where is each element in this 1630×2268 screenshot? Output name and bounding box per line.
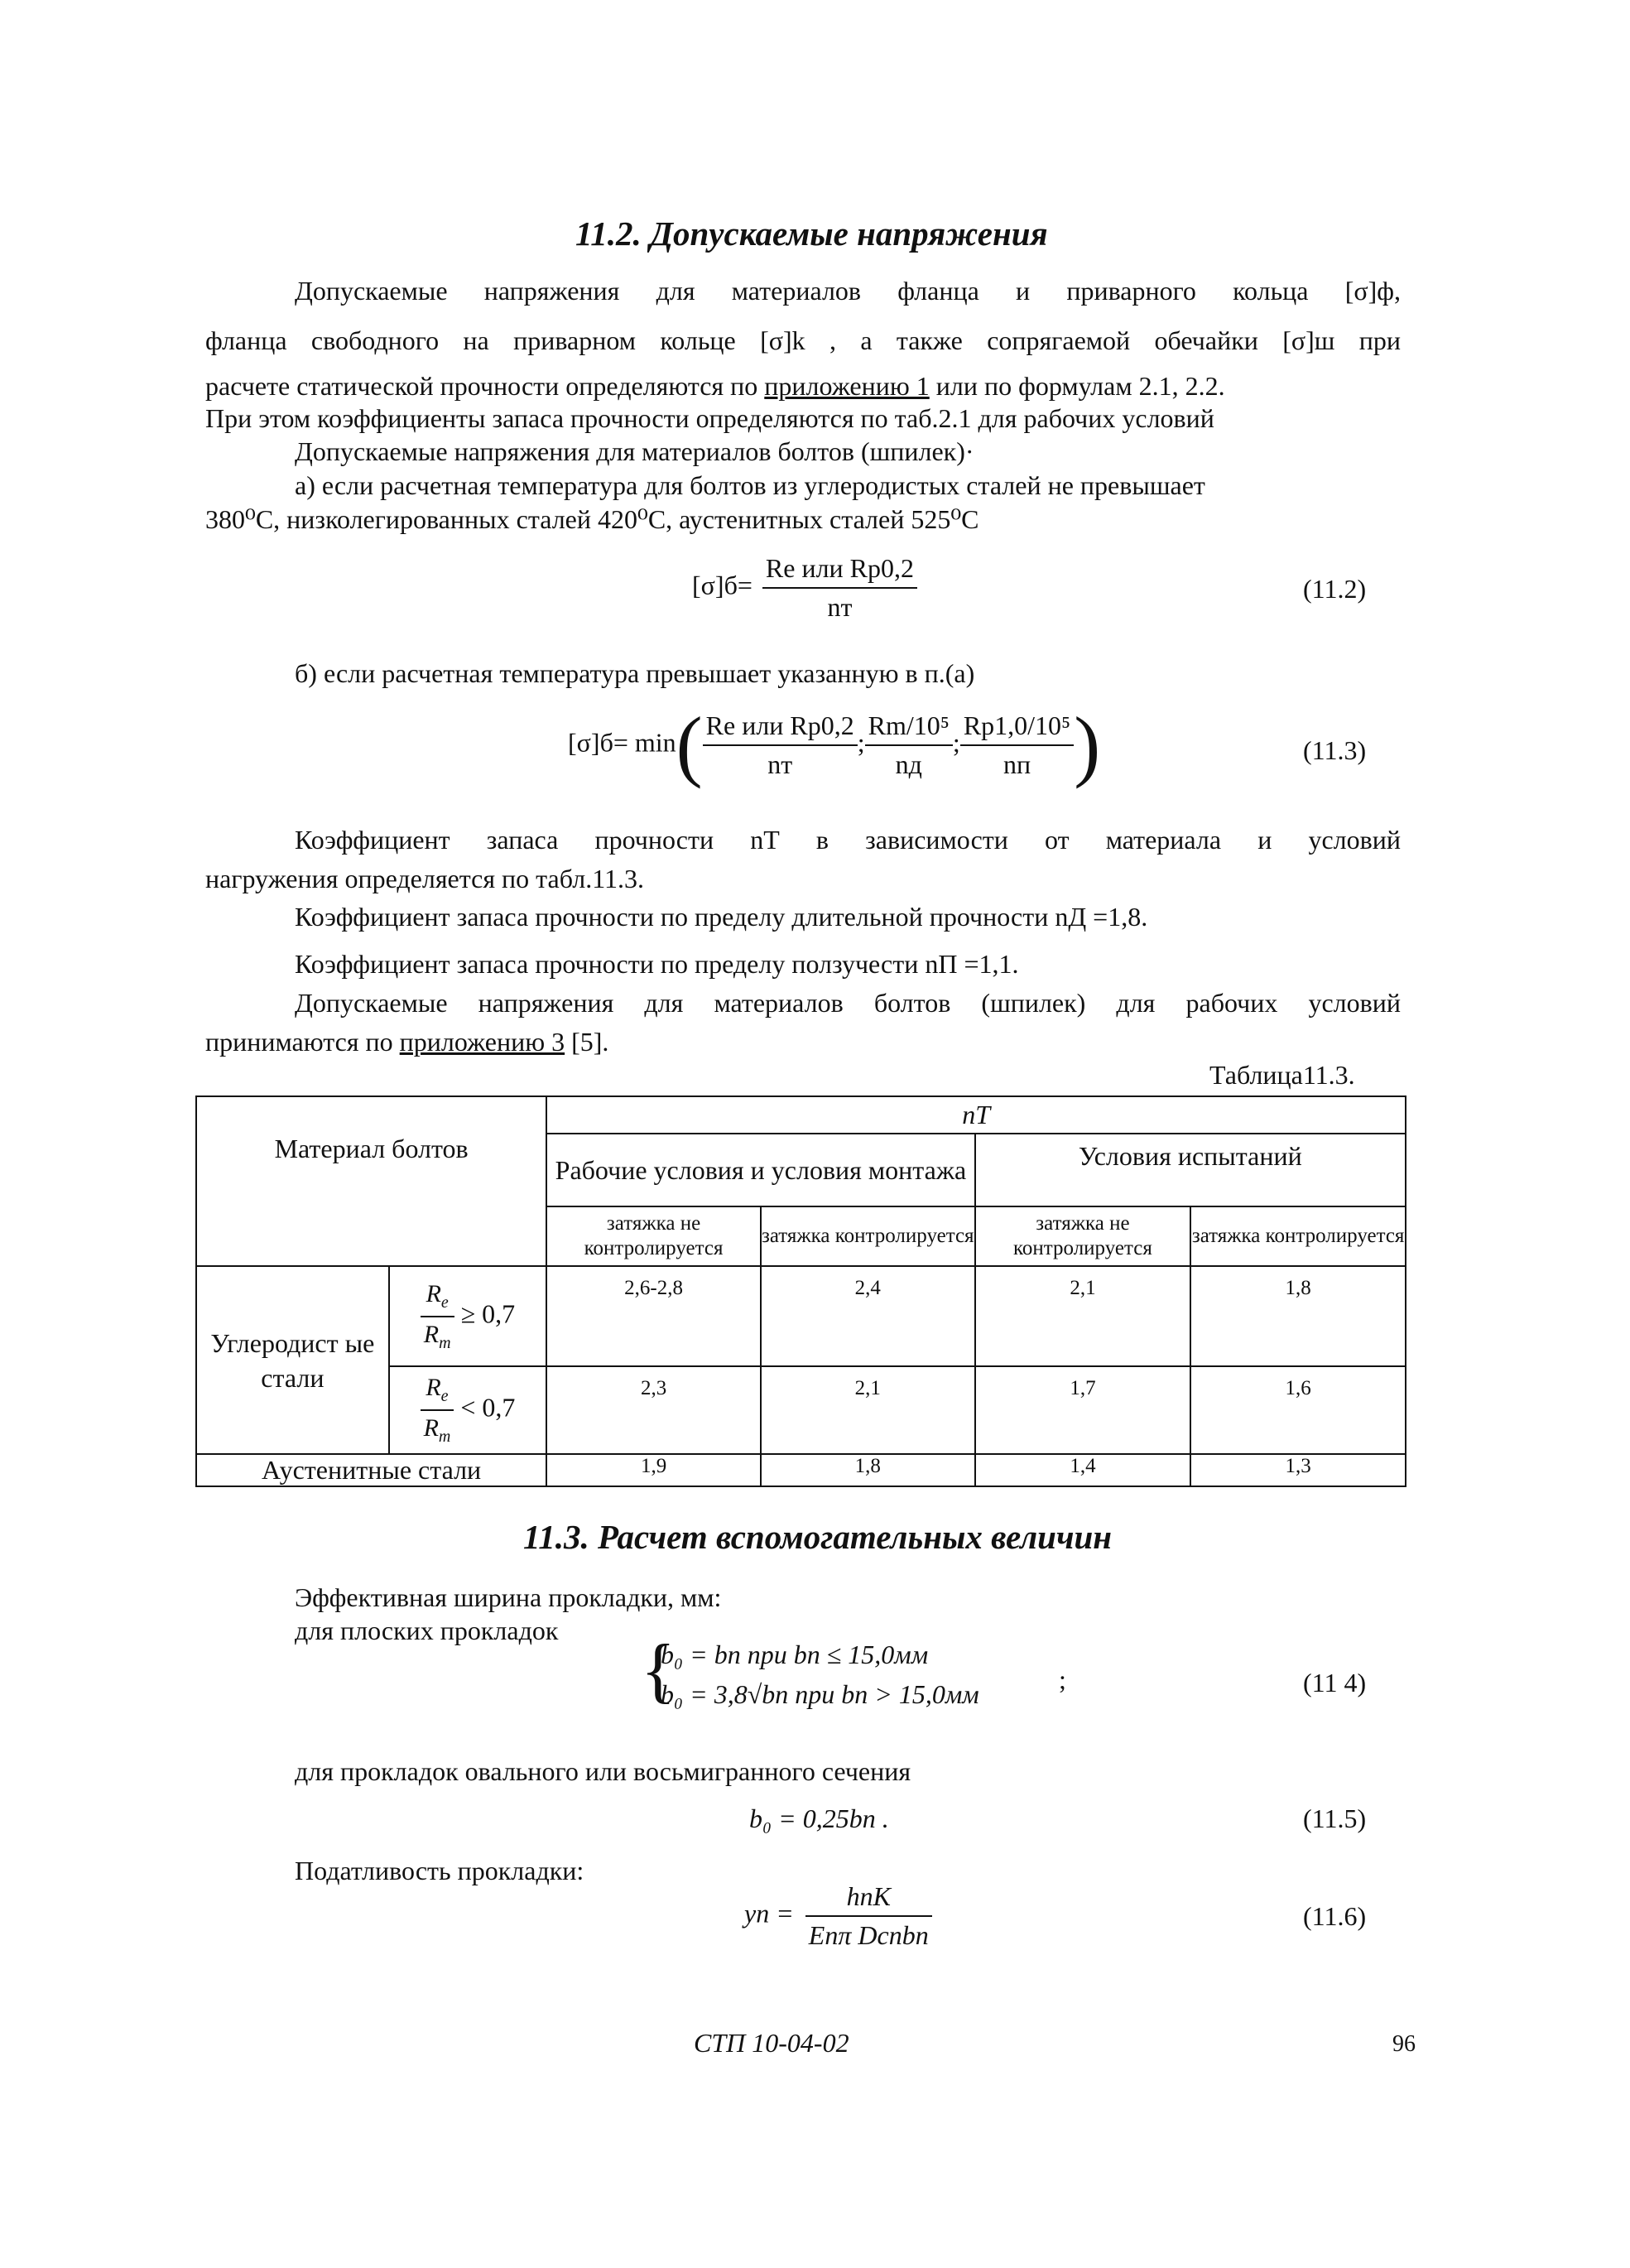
equation-number: (11.6) (1303, 1901, 1367, 1931)
formula-11-2: [σ]б= $\frac{\text{Rе или Rр0,2}}{nт}$ (692, 553, 917, 623)
equation-number: (11 4) (1303, 1668, 1367, 1697)
table-cell: 2,3 (546, 1366, 761, 1454)
row-label-austenitic: Аустенитные стали (196, 1454, 546, 1486)
paragraph-line: При этом коэффициенты запаса прочности определяются по таб.2.1 для рабочих условий (205, 403, 1214, 433)
header-test: Условия испытаний (975, 1134, 1406, 1206)
equation-number: (11.5) (1303, 1803, 1367, 1833)
paragraph-line: Допускаемые напряжения для материалов болтов (шпилек) для рабочих условий (295, 988, 1401, 1018)
table-cell: 1,6 (1190, 1366, 1406, 1454)
table-row (196, 1454, 1406, 1486)
footer-doc-code: СТП 10-04-02 (694, 2028, 849, 2058)
paragraph-line: Эффективная ширина прокладки, мм: (295, 1582, 722, 1612)
table-cell: 1,8 (761, 1454, 975, 1486)
table-cell: 1,7 (975, 1366, 1191, 1454)
document-page: 11.2. Допускаемые напряжения Допускаемые напряжения для материалов фланца и приварного кольца [σ]ф, фланца свободного на приварном кольце [σ]k , а также сопрягаемой обечайки [σ]ш при расчете статической прочности определяются по приложению 1 или по формулам 2.1, 2.2. При этом коэффициенты запаса прочности определяются по таб.2.1 для рабочих условий Допускаемые напряжения для материалов болтов (шпилек)· а) если расчетная температура для болтов из углеродистых сталей не превышает 380⁰С, низколегированных сталей 420⁰С, аустенитных сталей 525⁰С [σ]б= $\frac{\text{Rе или Rр0,2}}{nт}$ (11.2) б) если расчетная температура превышает указанную в п.(а) [σ]б= min( $\frac{\text{Rе или Rр0,2}}{nт}$ ; $\frac{\text{Rm/10⁵}}{nд}$ ; $\frac{\text{Rр1,0/10⁵}}{nп}$ ) (11.3) Коэффициент запаса прочности nТ в зависимости от материала и условий нагружения определяется по табл.11.3. Коэффициент запаса прочности по пределу длительной прочности nД =1,8. Коэффициент запаса прочности по пределу ползучести nП =1,1. Допускаемые напряжения для материалов болтов (шпилек) для рабочих условий принимаются по приложению 3 [5]. Таблица11.3. Материал болтов nТ Рабочие условия и условия монтажа Условия испытаний затяжка не контролируется затяжка контролируется затяжка не контролируется затяжка контролируется Углеродист ые стали $\frac{R_e}{R_m}$ ≥ 0,7 2,6-2,8 2,4 2,1 1,8 $\frac{R_e}{R_m}$ < 0,7 2,3 2,1 1,7 1,6 Аустенитные стали 1,9 1,8 1,4 1,3 11.3. Расчет вспомогательных величин Эффективная ширина прокладки, мм: для плоских прокладок { b₀ = bп при bп ≤ 15,0мм b₀ = 3,8√bп при bп > 15,0мм ; (11 4) для прокладок овального или восьмигранного сечения b₀ = 0,25bп . (11.5) Податливость прокладки: yп = $\frac{\text{hпK}}{\text{Eпπ Dспbп}}$ (11.6) СТП 10-04-02 96 (0, 0, 1630, 2268)
table-cell: 2,6-2,8 (546, 1266, 761, 1366)
paragraph-line: фланца свободного на приварном кольце [σ]k , а также сопрягаемой обечайки [σ]ш при (205, 325, 1401, 355)
ratio-condition: $\frac{R_e}{R_m}$ < 0,7 (389, 1366, 546, 1454)
table-cell: 2,4 (761, 1266, 975, 1366)
page-number: 96 (1392, 2031, 1416, 2057)
paragraph-line: Допускаемые напряжения для материалов болтов (шпилек)· (295, 436, 974, 466)
section-heading-11-3: 11.3. Расчет вспомогательных величин (523, 1518, 1113, 1556)
paragraph-line: Допускаемые напряжения для материалов фланца и приварного кольца [σ]ф, (295, 276, 1401, 306)
formula-11-6: yп = $\frac{\text{hпK}}{\text{Eпπ Dспbп}}$ (744, 1881, 932, 1951)
paragraph-line: нагружения определяется по табл.11.3. (205, 864, 645, 893)
table-caption: Таблица11.3. (1209, 1060, 1355, 1090)
paragraph-line: б) если расчетная температура превышает указанную в п.(а) (295, 658, 975, 688)
formula-11-3: [σ]б= min( $\frac{\text{Rе или Rр0,2}}{nт}$ ; $\frac{\text{Rm/10⁵}}{nд}$ ; $\frac{\text{Rр1,0/10⁵}}{nп}$ ) (568, 701, 1101, 789)
subheader: затяжка контролируется (1190, 1206, 1406, 1266)
safety-factor-table (195, 1095, 1406, 1487)
table-cell: 1,3 (1190, 1454, 1406, 1486)
paragraph-line: Коэффициент запаса прочности по пределу ползучести nП =1,1. (295, 949, 1019, 979)
equation-number: (11.3) (1303, 735, 1367, 765)
header-material: Материал болтов (196, 1096, 546, 1266)
paragraph-line: а) если расчетная температура для болтов из углеродистых сталей не превышает (295, 470, 1205, 500)
paragraph-line: 380⁰С, низколегированных сталей 420⁰С, аустенитных сталей 525⁰С (205, 504, 979, 534)
section-heading-11-2: 11.2. Допускаемые напряжения (575, 214, 1048, 253)
subheader: затяжка не контролируется (546, 1206, 761, 1266)
table-cell: 1,9 (546, 1454, 761, 1486)
link-appendix-3[interactable]: приложению 3 (399, 1027, 565, 1057)
table-row (196, 1266, 1406, 1366)
equation-number: (11.2) (1303, 574, 1367, 604)
header-working: Рабочие условия и условия монтажа (546, 1134, 974, 1206)
paragraph-line: Коэффициент запаса прочности по пределу длительной прочности nД =1,8. (295, 902, 1148, 932)
subheader: затяжка не контролируется (975, 1206, 1191, 1266)
ratio-condition: $\frac{R_e}{R_m}$ ≥ 0,7 (389, 1266, 546, 1366)
paragraph-line: Податливость прокладки: (295, 1856, 584, 1885)
paragraph-line: для плоских прокладок (295, 1616, 559, 1645)
row-label-carbon: Углеродист ые стали (196, 1266, 389, 1454)
table-cell: 1,4 (975, 1454, 1191, 1486)
paragraph-line: Коэффициент запаса прочности nТ в зависимости от материала и условий (295, 825, 1401, 855)
paragraph-line: расчете статической прочности определяются по приложению 1 или по формулам 2.1, 2.2. (205, 371, 1225, 401)
paragraph-line: принимаются по приложению 3 [5]. (205, 1027, 609, 1057)
paragraph-line: для прокладок овального или восьмигранного сечения (295, 1756, 911, 1786)
table-cell: 1,8 (1190, 1266, 1406, 1366)
table-cell: 2,1 (761, 1366, 975, 1454)
header-nt: nТ (546, 1096, 1406, 1134)
table-cell: 2,1 (975, 1266, 1191, 1366)
subheader: затяжка контролируется (761, 1206, 975, 1266)
link-appendix-1[interactable]: приложению 1 (764, 371, 930, 401)
formula-11-5: b₀ = 0,25bп . (749, 1803, 889, 1833)
